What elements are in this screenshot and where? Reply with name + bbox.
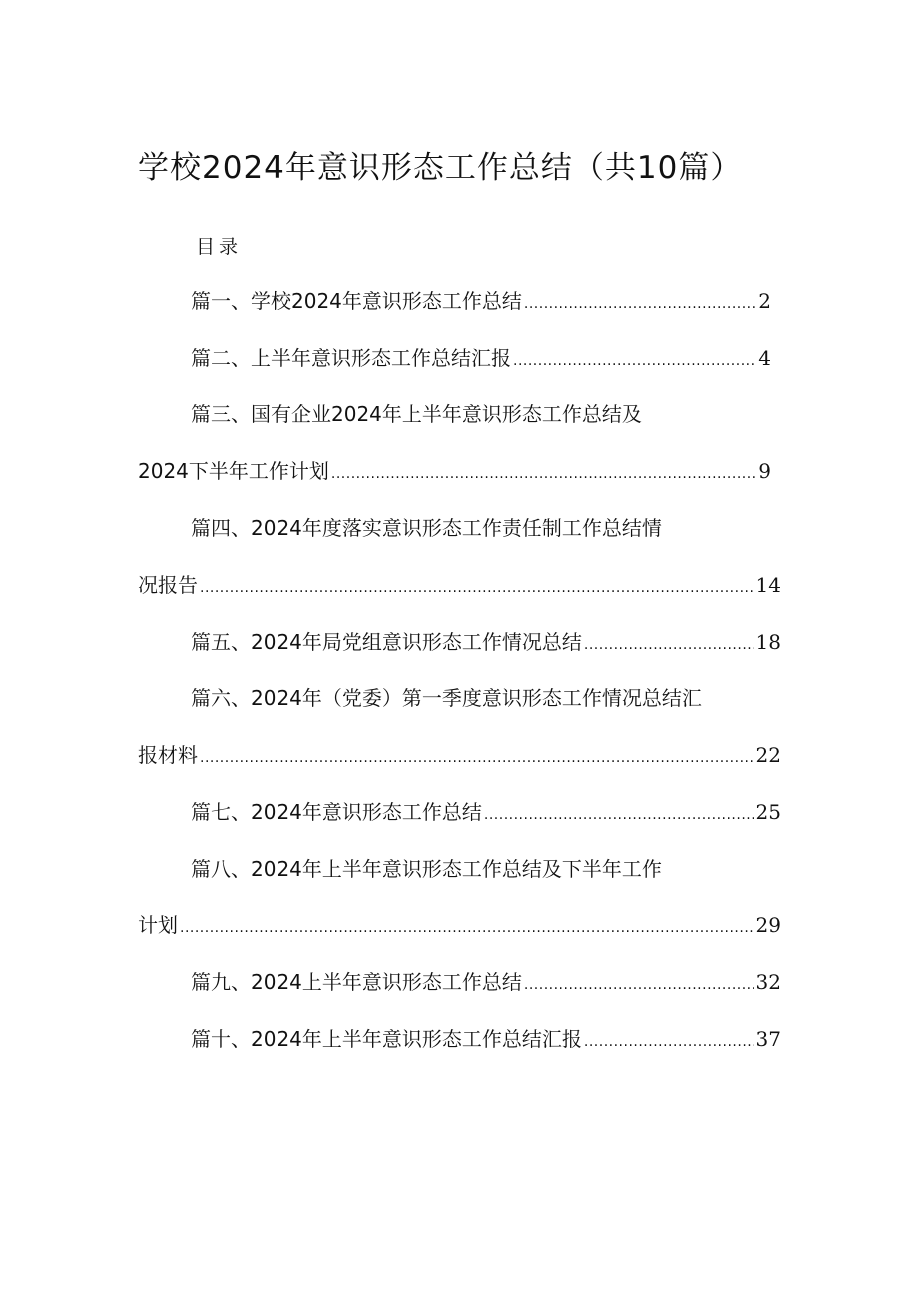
toc-leader-dots xyxy=(524,287,756,321)
toc-page-number: 4 xyxy=(758,346,771,370)
toc-entry-8-line1[interactable]: 篇八、2024年上半年意识形态工作总结及下半年工作 xyxy=(191,857,662,881)
toc-entry-1[interactable] xyxy=(191,284,771,318)
toc-entry-2[interactable] xyxy=(191,341,771,375)
toc-entry-label: 计划 xyxy=(138,913,178,937)
toc-page-number: 37 xyxy=(755,1027,781,1051)
toc-leader-dots xyxy=(584,1025,754,1059)
toc-entry-4-line2[interactable] xyxy=(138,568,781,602)
toc-leader-dots xyxy=(513,344,756,378)
toc-page-number: 14 xyxy=(755,573,781,597)
toc-leader-dots xyxy=(584,628,754,662)
toc-entry-10[interactable] xyxy=(191,1022,781,1056)
toc-entry-label: 篇十、2024年上半年意识形态工作总结汇报 xyxy=(191,1027,582,1051)
toc-entry-4-line1[interactable]: 篇四、2024年度落实意识形态工作责任制工作总结情 xyxy=(191,516,662,540)
toc-entry-label: 2024下半年工作计划 xyxy=(138,459,329,483)
toc-entry-6-line1[interactable]: 篇六、2024年（党委）第一季度意识形态工作情况总结汇 xyxy=(191,686,702,710)
toc-leader-dots xyxy=(200,741,754,775)
document-title: 学校2024年意识形态工作总结（共10篇） xyxy=(138,150,743,186)
toc-entry-label: 篇一、学校2024年意识形态工作总结 xyxy=(191,289,522,313)
toc-page-number: 25 xyxy=(755,800,781,824)
toc-entry-label: 篇九、2024上半年意识形态工作总结 xyxy=(191,970,522,994)
toc-leader-dots xyxy=(180,911,754,945)
toc-entry-6-line2[interactable] xyxy=(138,738,781,772)
toc-leader-dots xyxy=(331,457,756,491)
toc-entry-label: 篇五、2024年局党组意识形态工作情况总结 xyxy=(191,630,582,654)
toc-page-number: 9 xyxy=(758,459,771,483)
toc-leader-dots xyxy=(200,571,754,605)
toc-entry-3-line2[interactable] xyxy=(138,454,771,488)
toc-entry-7[interactable] xyxy=(191,795,781,829)
toc-leader-dots xyxy=(524,968,754,1002)
toc-entry-8-line2[interactable] xyxy=(138,908,781,942)
toc-entry-3-line1[interactable]: 篇三、国有企业2024年上半年意识形态工作总结及 xyxy=(191,402,642,426)
toc-entry-label: 篇七、2024年意识形态工作总结 xyxy=(191,800,482,824)
toc-page-number: 22 xyxy=(755,743,781,767)
toc-entry-label: 篇二、上半年意识形态工作总结汇报 xyxy=(191,346,511,370)
toc-entry-9[interactable] xyxy=(191,965,781,999)
toc-page-number: 2 xyxy=(758,289,771,313)
toc-heading: 目录 xyxy=(196,236,243,258)
toc-page-number: 29 xyxy=(755,913,781,937)
toc-entry-label: 况报告 xyxy=(138,573,198,597)
toc-page-number: 18 xyxy=(755,630,781,654)
toc-page-number: 32 xyxy=(755,970,781,994)
toc-leader-dots xyxy=(484,798,754,832)
toc-entry-5[interactable] xyxy=(191,625,781,659)
toc-entry-label: 报材料 xyxy=(138,743,198,767)
